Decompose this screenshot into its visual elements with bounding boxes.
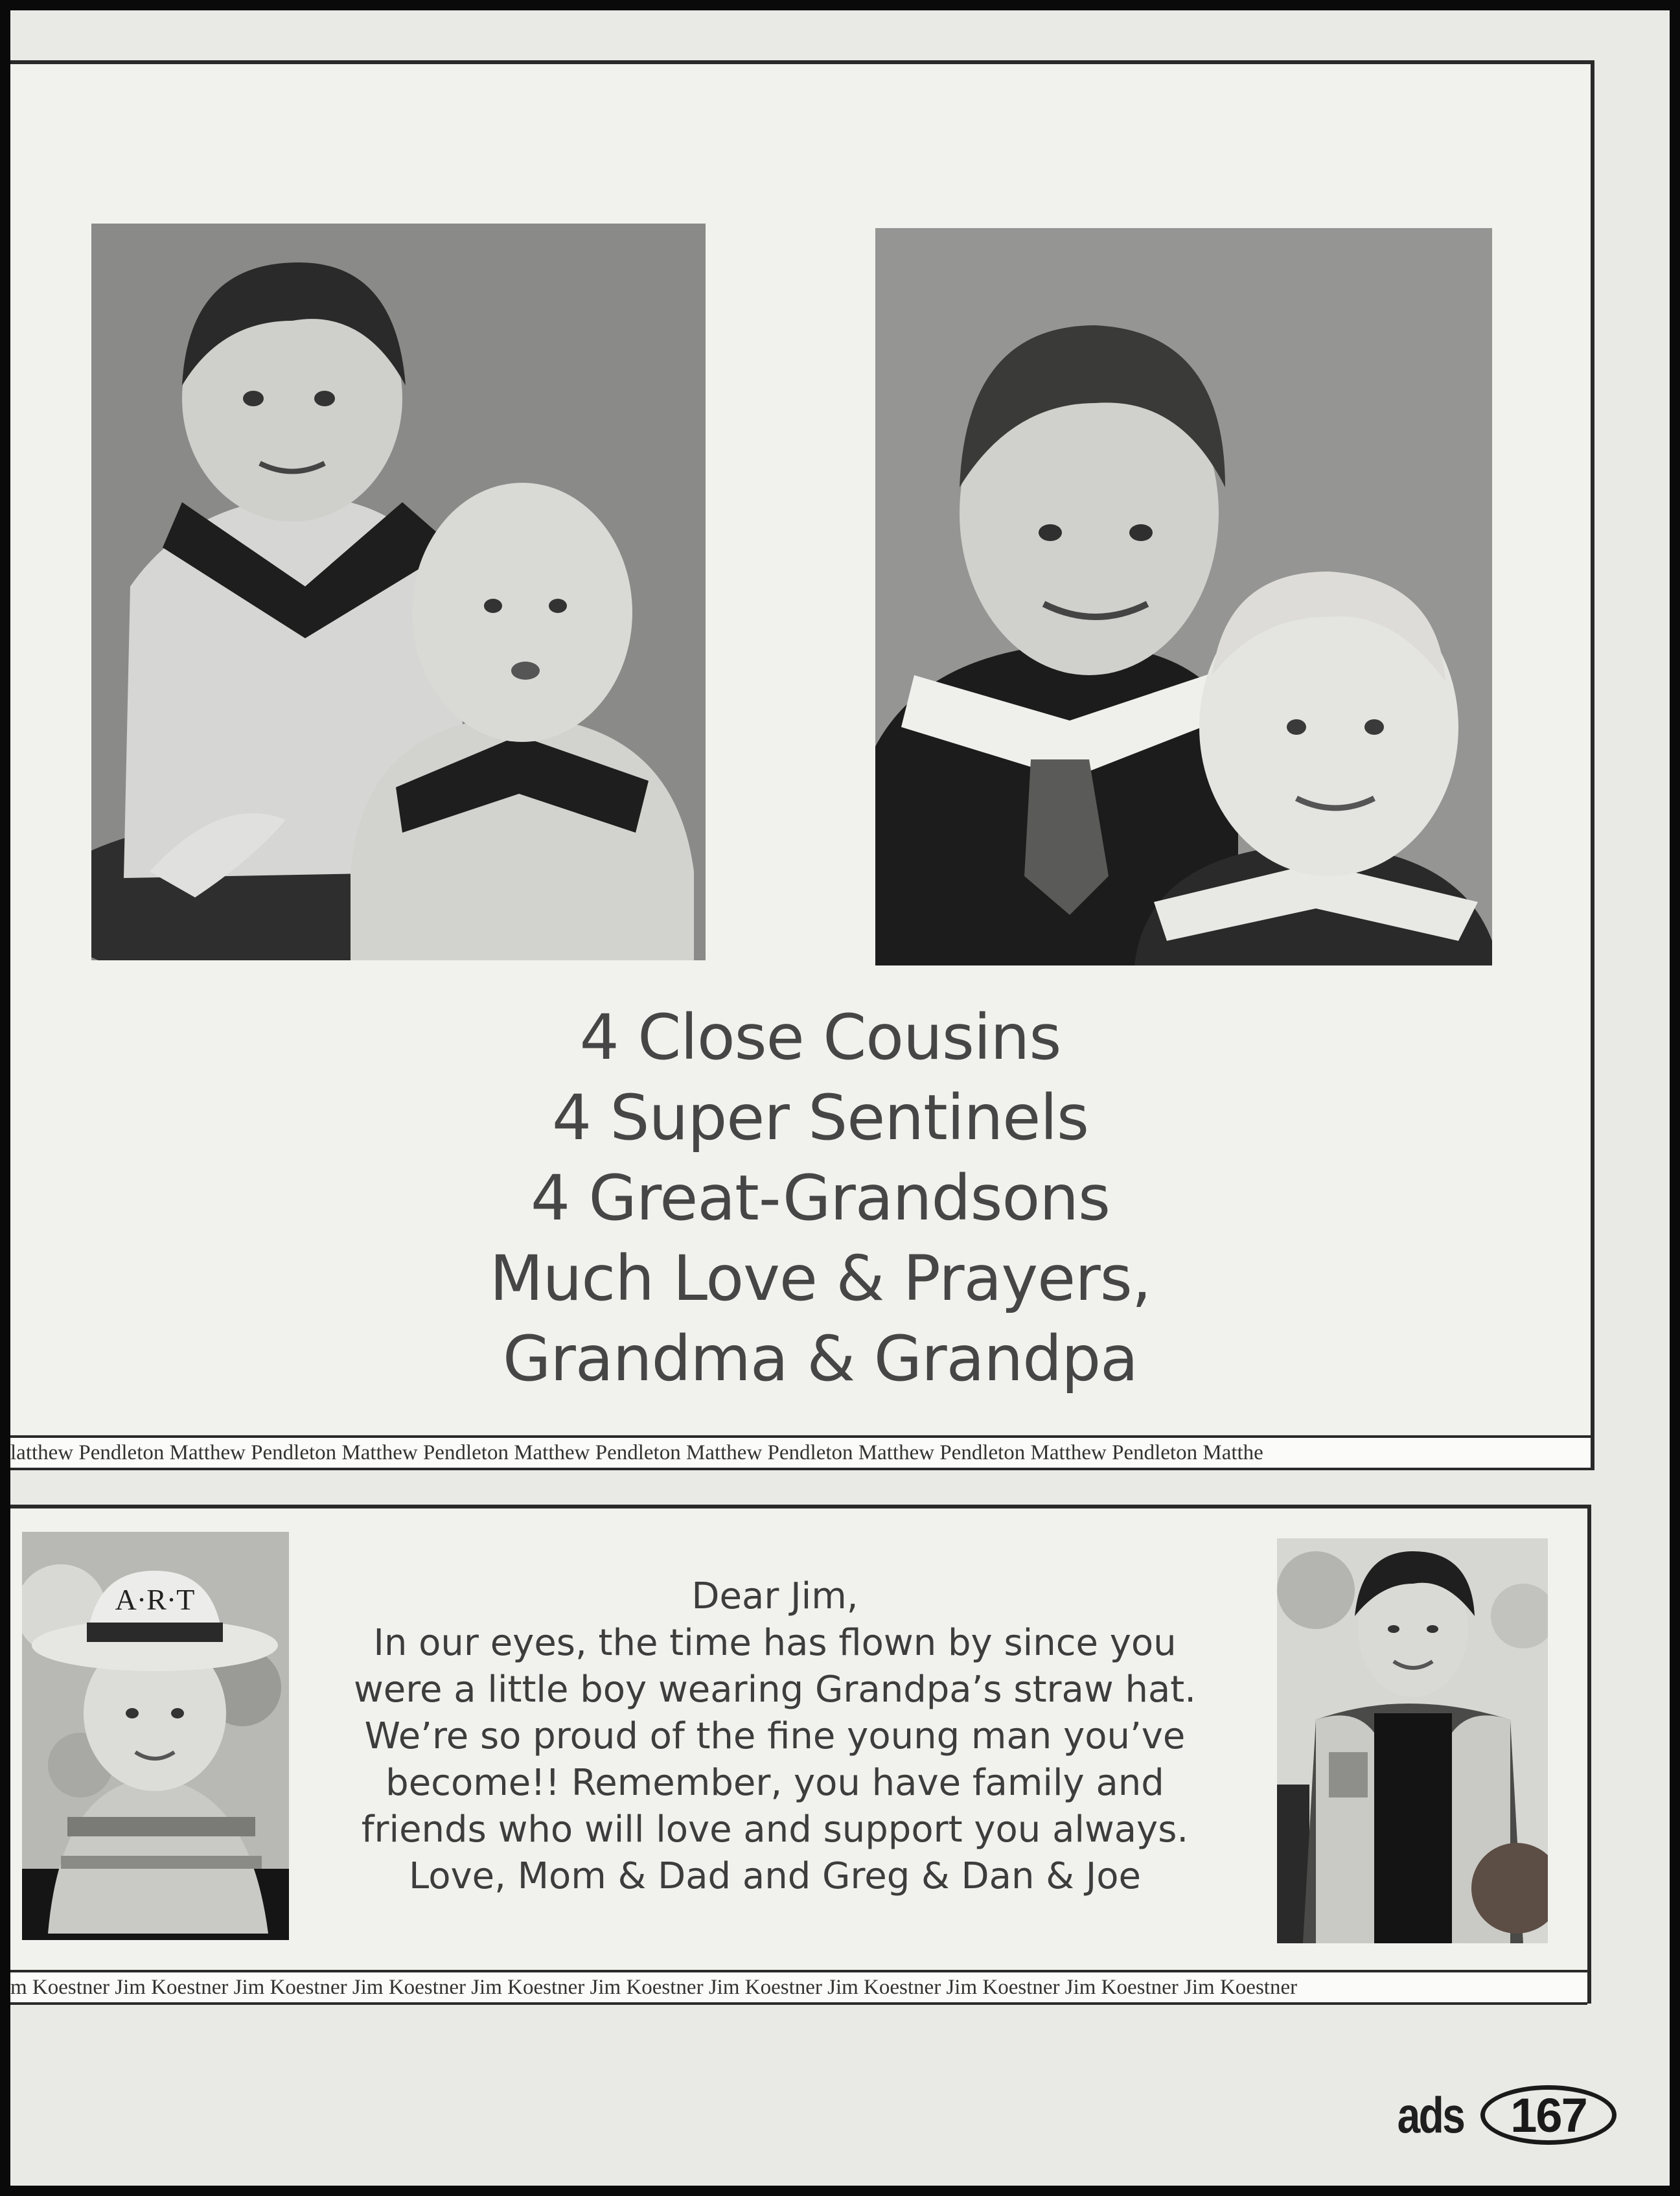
ad2-line: were a little boy wearing Grandpa’s straw hat. [353,1669,1197,1711]
ad1-line: Grandma & Grandpa [503,1323,1138,1395]
name-strip-jim-koestner: m Koestner Jim Koestner Jim Koestner Jim Koestner Jim Koestner Jim Koestner Jim Koestner Jim Koestner Jim Koestner Jim Koestner Jim Koestner [10,1970,1587,2005]
ad1-line: 4 Close Cousins [579,1001,1061,1074]
ad1-line: Much Love & Prayers, [489,1242,1151,1315]
ad2-line: become!! Remember, you have family and [385,1762,1164,1804]
photo-two-boys-sailor-collars [875,228,1492,965]
ad-matthew-pendleton [10,60,1594,1470]
ad2-line: We’re so proud of the fine young man you’ve [364,1715,1186,1757]
ad-jim-koestner [10,1505,1591,2004]
ad1-line: 4 Great-Grandsons [530,1162,1110,1234]
ad2-line: In our eyes, the time has flown by since you [373,1622,1177,1664]
section-label: ads [1397,2086,1464,2144]
hat-lettering: A·R·T [115,1583,195,1616]
ad1-line: 4 Super Sentinels [551,1081,1089,1154]
name-strip-matthew-pendleton: latthew Pendleton Matthew Pendleton Matthew Pendleton Matthew Pendleton Matthew Pendleton Matthew Pendleton Matthew Pendleton Matthe [10,1435,1591,1470]
page-number-badge: 167 [1480,2085,1617,2145]
ad2-line: friends who will love and support you always. [361,1809,1189,1851]
ad2-line: Love, Mom & Dad and Greg & Dan & Joe [409,1855,1141,1897]
ad2-message [315,1573,1235,1900]
photo-toddler-straw-hat [22,1532,289,1940]
ad2-line: Dear Jim, [691,1575,858,1617]
photo-young-man-letter-jacket [1277,1538,1548,1943]
page-footer [1383,2079,1617,2151]
ad1-message [334,997,1306,1399]
photo-two-boys-sailor-suits [91,224,706,960]
